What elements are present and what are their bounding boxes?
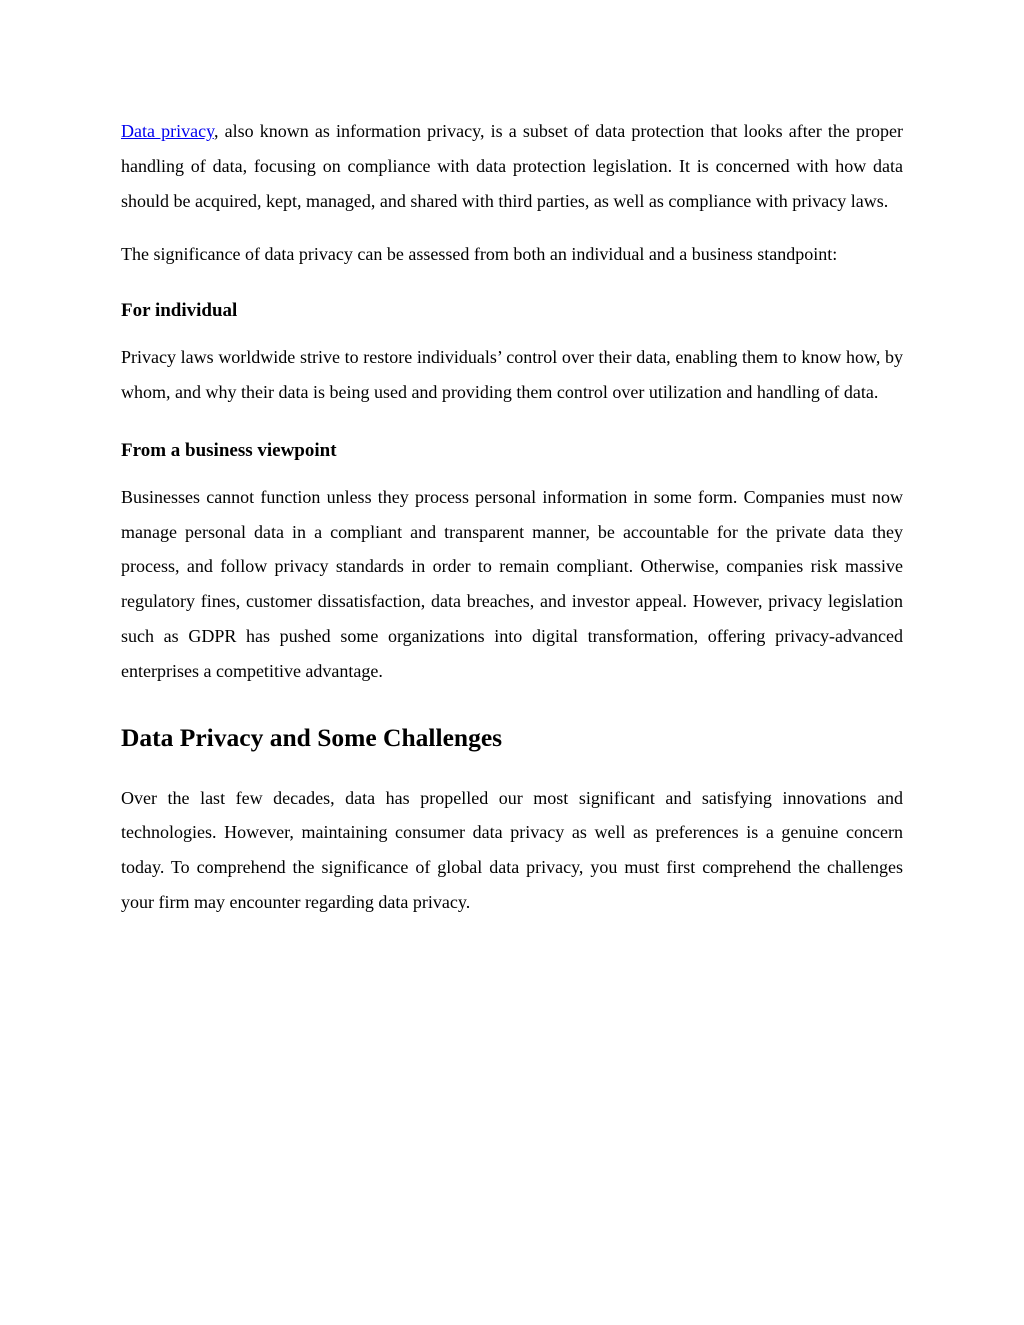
intro-paragraph <box>121 114 903 218</box>
individual-heading: For individual <box>121 300 238 322</box>
business-heading: From a business viewpoint <box>121 439 337 461</box>
data-privacy-link[interactable]: Data privacy <box>121 121 214 141</box>
challenges-heading: Data Privacy and Some Challenges <box>121 722 503 752</box>
document-page <box>121 114 903 920</box>
challenges-paragraph: Over the last few decades, data has propelled our most significant and satisfying innovations and technologies. However, maintaining consumer data privacy as well as preferences is a genuine concern today. To comprehend the significance of global data privacy, you must first comprehend the challenges your firm may encounter regarding data privacy. <box>121 787 903 912</box>
individual-paragraph: Privacy laws worldwide strive to restore individuals’ control over their data, enabling them to know how, by whom, and why their data is being used and providing them control over utilization and handling of data. <box>121 347 903 402</box>
significance-paragraph: The significance of data privacy can be assessed from both an individual and a business standpoint: <box>121 244 838 265</box>
business-paragraph: Businesses cannot function unless they process personal information in some form. Companies must now manage personal data in a compliant and transparent manner, be accountable for the private data they process, and follow privacy standards in order to remain compliant. Otherwise, companies risk massive regulatory fines, customer dissatisfaction, data breaches, and investor appeal. However, privacy legislation such as GDPR has pushed some organizations into digital transformation, offering privacy-advanced enterprises a competitive advantage. <box>121 486 903 681</box>
intro-text: , also known as information privacy, is a subset of data protection that looks after the proper handling of data, focusing on compliance with data protection legislation. It is concerned with how data should be acquired, kept, managed, and shared with third parties, as well as compliance with privacy laws. <box>121 121 903 211</box>
